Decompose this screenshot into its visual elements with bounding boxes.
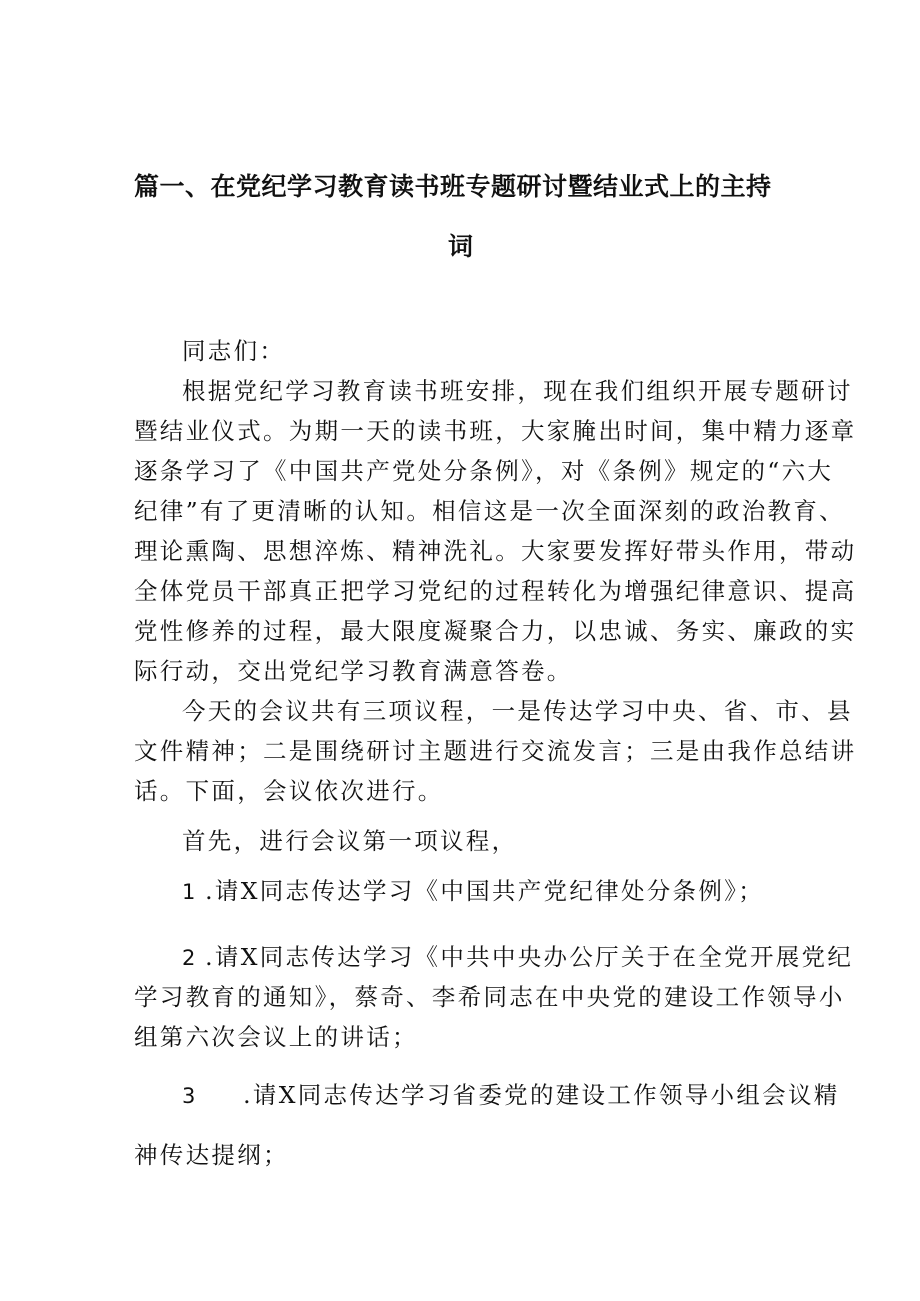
paragraph-2-line-1: 今天的会议共有三项议程，一是传达学习中央、省、市、县 (182, 697, 853, 725)
paragraph-1-line-3: 逐条学习了《中国共产党处分条例》，对《条例》规定的“六大 (134, 457, 834, 485)
list-item-2-text-line-3: 组第六次会议上的讲话； (134, 1023, 418, 1051)
paragraph-1-line-5: 理论熏陶、思想淬炼、精神洗礼。大家要发挥好带头作用，带动 (134, 537, 857, 565)
list-item-2-text-line-1: .请X同志传达学习《中共中央办公厅关于在全党开展党纪 (205, 943, 854, 971)
list-item-2-text-line-2: 学习教育的通知》，蔡奇、李希同志在中央党的建设工作领导小 (134, 983, 845, 1011)
list-item-3-text-line-1: .请X同志传达学习省委党的建设工作领导小组会议精 (243, 1081, 840, 1109)
paragraph-1-line-7: 党性修养的过程，最大限度凝聚合力，以忠诚、务实、廉政的实 (134, 617, 857, 645)
list-item-3-number: 3 (182, 1084, 196, 1108)
document-title-line-1: 篇一、在党纪学习教育读书班专题研讨暨结业式上的主持 (134, 172, 772, 201)
paragraph-1-line-8: 际行动，交出党纪学习教育满意答卷。 (134, 657, 573, 685)
paragraph-1-line-2: 暨结业仪式。为期一天的读书班，大家腌出时间，集中精力逐章 (134, 417, 857, 445)
paragraph-1-line-1: 根据党纪学习教育读书班安排，现在我们组织开展专题研讨 (182, 377, 853, 405)
list-item-1-number: 1 (182, 880, 196, 904)
paragraph-2-line-3: 话。下面，会议依次进行。 (134, 777, 444, 805)
list-item-3-text-line-2: 神传达提纲； (134, 1141, 289, 1169)
list-item-2-number: 2 (182, 946, 196, 970)
list-item-1 (134, 873, 764, 909)
document-title-line-2: 词 (448, 232, 474, 261)
paragraph-1-line-4: 纪律”有了更清晰的认知。相信这是一次全面深刻的政治教育、 (134, 497, 845, 525)
list-item-3 (134, 1077, 840, 1113)
list-item-1-text: .请X同志传达学习《中国共产党纪律处分条例》； (205, 877, 765, 905)
salutation: 同志们： (182, 337, 286, 365)
paragraph-3: 首先，进行会议第一项议程， (182, 827, 518, 855)
list-item-2 (134, 939, 853, 975)
paragraph-1-line-6: 全体党员干部真正把学习党纪的过程转化为增强纪律意识、提高 (134, 577, 857, 605)
paragraph-2-line-2: 文件精神；二是围绕研讨主题进行交流发言；三是由我作总结讲 (134, 737, 857, 765)
